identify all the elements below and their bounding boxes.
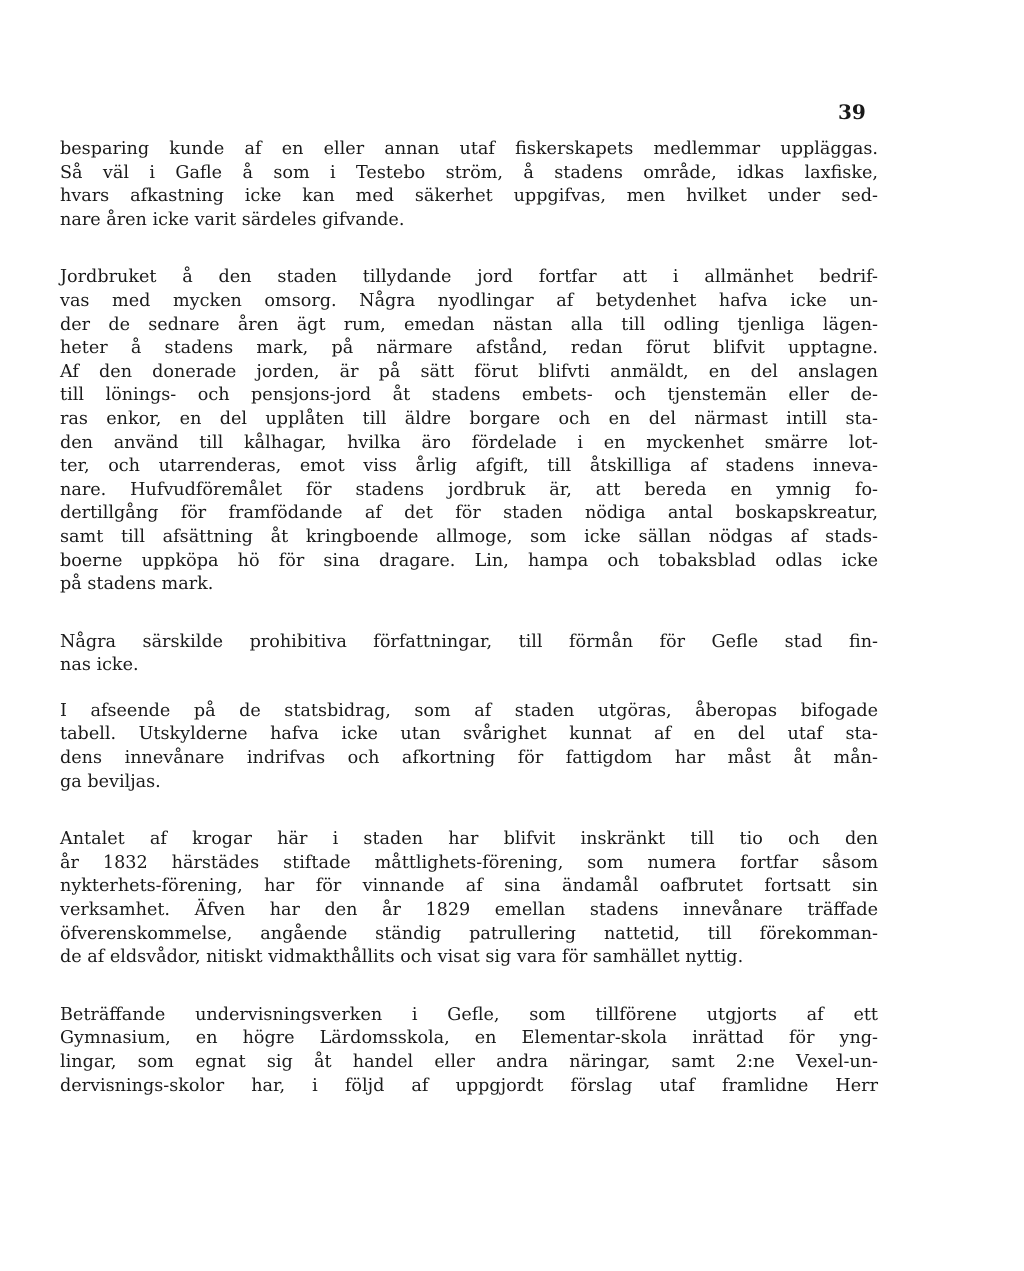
body-text	[60, 138, 878, 1098]
paragraph-education	[60, 1004, 878, 1098]
text-line: hvars afkastning icke kan med säkerhet uppgifvas, men hvilket under sed-	[60, 186, 878, 207]
text-line: dens innevånare indrifvas och afkortning för fattigdom har måst åt mån-	[60, 748, 878, 769]
text-line: nare. Hufvudföremålet för stadens jordbruk är, att bereda en ymnig fo-	[60, 479, 878, 500]
text-line: Af den donerade jorden, är på sätt förut blifvti anmäldt, en del anslagen	[60, 361, 878, 382]
text-line: ga beviljas.	[60, 771, 161, 792]
text-line: Så väl i Gafle å som i Testebo ström, å stadens område, idkas laxfiske,	[60, 162, 878, 183]
text-line: Jordbruket å den staden tillydande jord fortfar att i allmänhet bedrif-	[60, 267, 878, 288]
text-line: heter å stadens mark, på närmare afstånd, redan förut blifvit upptagne.	[60, 338, 878, 359]
text-line: lingar, som egnat sig åt handel eller andra näringar, samt 2:ne Vexel-un-	[60, 1052, 878, 1072]
text-line: boerne uppköpa hö för sina dragare. Lin, hampa och tobaksblad odlas icke	[60, 550, 878, 571]
text-line: verksamhet. Äfven har den år 1829 emellan stadens innevånare träffade	[60, 900, 878, 921]
text-line: der de sednare åren ägt rum, emedan nästan alla till odling tjenliga lägen-	[60, 314, 878, 335]
text-line: Gymnasium, en högre Lärdomsskola, en Elementar-skola inrättad för yng-	[60, 1028, 878, 1049]
text-line: på stadens mark.	[60, 574, 214, 595]
page-number: 39	[838, 100, 866, 124]
paragraph-gap	[60, 794, 878, 828]
text-line: tabell. Utskylderne hafva icke utan svårighet kunnat af en del utaf sta-	[60, 724, 878, 745]
text-line: nare åren icke varit särdeles gifvande.	[60, 209, 405, 230]
text-line: ras enkor, en del upplåten till äldre borgare och en del närmast intill sta-	[60, 408, 878, 429]
text-line: Några särskilde prohibitiva författningar, till förmån för Gefle stad fin-	[60, 631, 878, 652]
text-line: nykterhets-förening, har för vinnande af sina ändamål oafbrutet fortsatt sin	[60, 876, 878, 897]
text-line: de af eldsvådor, nitiskt vidmakthållits och visat sig vara för samhället nyttig.	[60, 947, 744, 968]
text-line: den använd till kålhagar, hvilka äro fördelade i en myckenhet smärre lot-	[60, 432, 878, 453]
paragraph-agriculture	[60, 266, 878, 596]
text-line: Beträffande undervisningsverken i Gefle, som tillförene utgjorts af ett	[60, 1004, 878, 1025]
text-line: dervisnings-skolor har, i följd af uppgjordt förslag utaf framlidne Herr	[60, 1075, 878, 1096]
paragraph-taverns	[60, 828, 878, 970]
text-line: dertillgång för framfödande af det för staden nödiga antal boskapskreatur,	[60, 503, 878, 524]
paragraph-gap	[60, 678, 878, 700]
text-line: samt till afsättning åt kringboende allmoge, som icke sällan nödgas af stads-	[60, 526, 878, 547]
text-line: I afseende på de statsbidrag, som af staden utgöras, åberopas bifogade	[60, 700, 878, 721]
paragraph-gap	[60, 232, 878, 266]
paragraph-prohibitions	[60, 631, 878, 678]
text-line: besparing kunde af en eller annan utaf fiskerskapets medlemmar uppläggas.	[60, 139, 878, 159]
paragraph-state-contributions	[60, 700, 878, 794]
text-line: ter, och utarrenderas, emot viss årlig afgift, till åtskilliga af stadens inneva-	[60, 456, 878, 477]
paragraph-gap	[60, 970, 878, 1004]
paragraph-gap	[60, 597, 878, 631]
text-line: till lönings- och pensjons-jord åt stadens embets- och tjenstemän eller de-	[60, 385, 878, 406]
text-line: Antalet af krogar här i staden har blifvit inskränkt till tio och den	[60, 829, 878, 850]
text-line: öfverenskommelse, angående ständig patrullering nattetid, till förekomman-	[60, 923, 878, 944]
text-line: nas icke.	[60, 655, 139, 676]
text-line: vas med mycken omsorg. Några nyodlingar af betydenhet hafva icke un-	[60, 290, 878, 311]
paragraph-fishing	[60, 138, 878, 232]
text-line: år 1832 härstädes stiftade måttlighets-förening, som numera fortfar såsom	[60, 852, 878, 873]
